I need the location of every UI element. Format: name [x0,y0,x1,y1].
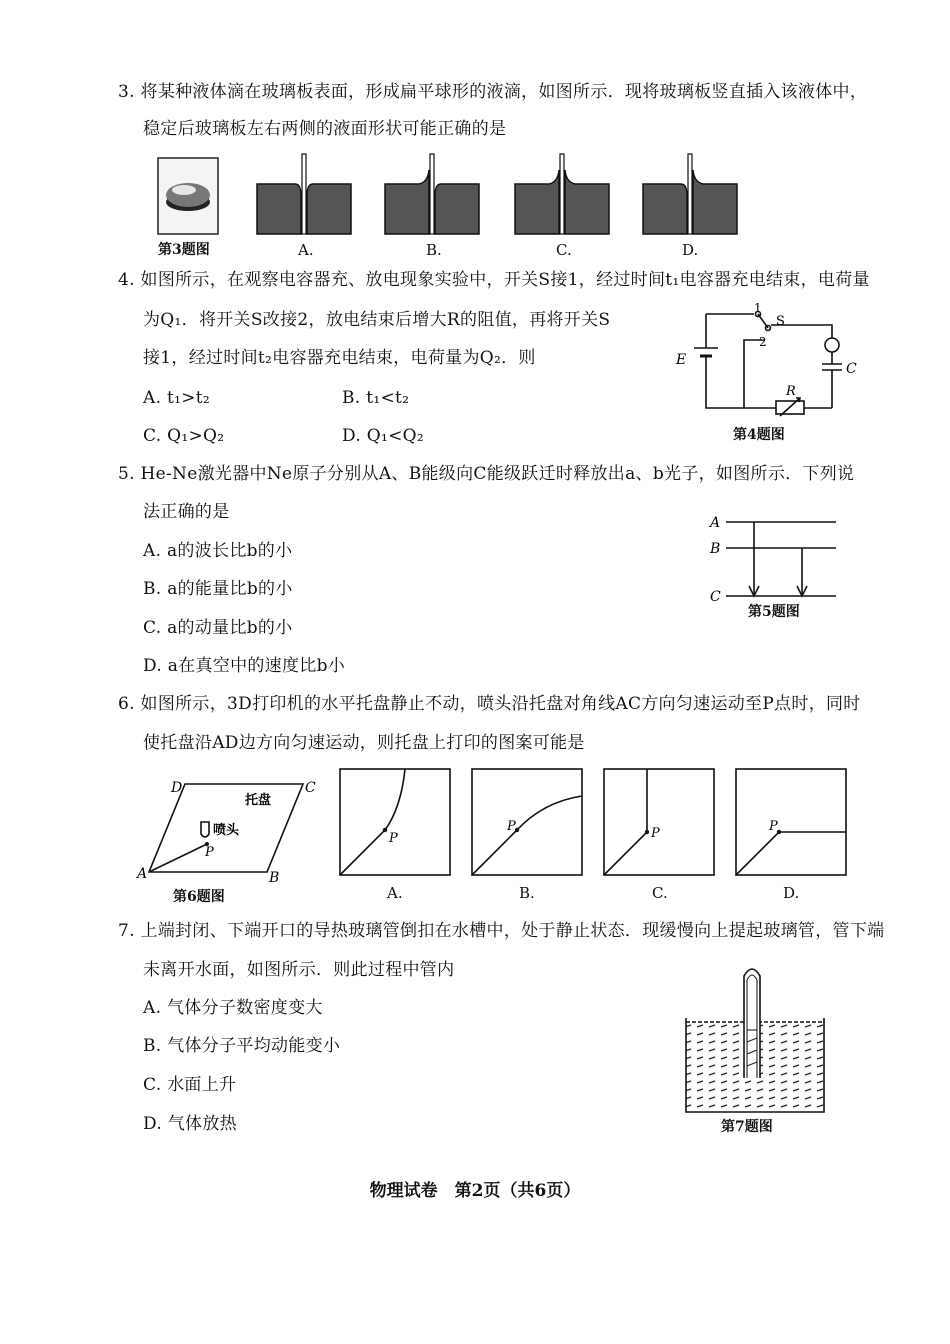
q7-stem-line1: 7. 上端封闭、下端开口的导热玻璃管倒扣在水槽中，处于静止状态．现缓慢向上提起玻璃管，管下端 [118,921,885,941]
q6-option-a-figure [339,768,451,876]
q6-option-b-label: B. [519,884,535,902]
q4-label-1: 1 [754,301,762,315]
q7-option-a: A. 气体分子数密度变大 [143,998,323,1018]
q3-option-b-label: B. [426,241,442,259]
q3-option-c-figure [513,152,611,236]
q5-option-b: B. a的能量比b的小 [143,579,293,599]
q5-option-a: A. a的波长比b的小 [143,541,293,561]
q6-label-d: D [171,780,183,796]
q5-level-b: B [710,541,721,557]
q4-figure-caption: 第4题图 [733,427,785,443]
q6-option-b-p: P [507,819,516,834]
q6-label-tray: 托盘 [245,793,272,808]
q6-stem-line2: 使托盘沿AD边方向匀速运动，则托盘上打印的图案可能是 [143,733,585,753]
q3-stem-line1: 3. 将某种液体滴在玻璃板表面，形成扁平球形的液滴，如图所示．现将玻璃板竖直插入该液体中， [118,82,868,102]
q6-figure-caption: 第6题图 [173,889,225,905]
q4-label-c: C [846,361,857,377]
q3-option-b-figure [383,152,481,236]
q6-option-d-figure [735,768,847,876]
q5-stem-line2: 法正确的是 [143,502,230,522]
q6-option-b-figure [471,768,583,876]
q7-stem-line2: 未离开水面，如图所示．则此过程中管内 [143,960,455,980]
q6-option-c-figure [603,768,715,876]
q6-stem-line1: 6. 如图所示，3D打印机的水平托盘静止不动，喷头沿托盘对角线AC方向匀速运动至P点时，同时 [118,694,861,714]
q4-label-r: R [786,384,796,399]
q6-option-a-label: A. [387,884,403,902]
q4-stem-line1: 4. 如图所示，在观察电容器充、放电现象实验中，开关S接1，经过时间t₁电容器充电结束，电荷量 [118,270,870,290]
q4-option-d: D. Q₁<Q₂ [342,426,424,446]
q3-figure-caption: 第3题图 [158,242,210,258]
q6-label-p: P [205,845,214,860]
q3-option-c-label: C. [556,241,572,259]
q4-label-2: 2 [759,335,767,349]
q4-label-s: S [776,314,785,329]
q3-option-d-figure [641,152,739,236]
q7-tube-tank-figure [684,958,826,1114]
q4-option-b: B. t₁<t₂ [342,388,410,408]
q3-drop-figure [157,157,219,235]
page-footer: 物理试卷 第2页（共6页） [369,1181,581,1201]
q6-option-a-p: P [389,831,398,846]
q6-label-b: B [269,870,280,884]
q3-option-d-label: D. [682,241,699,259]
q6-label-c: C [305,780,316,796]
q6-printer-tray-figure [135,772,325,884]
q3-stem-line2: 稳定后玻璃板左右两侧的液面形状可能正确的是 [143,119,507,139]
q5-energy-level-figure [706,510,846,606]
q4-option-a: A. t₁>t₂ [143,388,211,408]
q7-figure-caption: 第7题图 [721,1119,773,1135]
q3-option-a-label: A. [298,241,314,259]
q6-option-c-p: P [651,826,660,841]
q5-level-c: C [710,589,721,605]
q4-label-e: E [676,352,687,368]
q6-label-nozzle: 喷头 [213,823,240,838]
q4-circuit-figure [672,300,862,420]
q4-stem-line3: 接1，经过时间t₂电容器充电结束，电荷量为Q₂．则 [143,348,536,368]
q6-option-d-label: D. [783,884,800,902]
q6-label-a: A [137,866,148,882]
q5-option-d: D. a在真空中的速度比b小 [143,656,346,676]
q7-option-d: D. 气体放热 [143,1114,237,1134]
q5-option-c: C. a的动量比b的小 [143,618,293,638]
q7-option-c: C. 水面上升 [143,1075,237,1095]
q5-figure-caption: 第5题图 [748,604,800,620]
q6-option-c-label: C. [652,884,668,902]
q4-option-c: C. Q₁>Q₂ [143,426,225,446]
q4-stem-line2: 为Q₁．将开关S改接2，放电结束后增大R的阻值，再将开关S [143,310,611,330]
q6-option-d-p: P [769,819,778,834]
q5-stem-line1: 5. He-Ne激光器中Ne原子分别从A、B能级向C能级跃迁时释放出a、b光子，如图所示．下列说 [118,464,855,484]
q7-option-b: B. 气体分子平均动能变小 [143,1036,341,1056]
q5-level-a: A [710,515,721,531]
q3-option-a-figure [255,152,353,236]
